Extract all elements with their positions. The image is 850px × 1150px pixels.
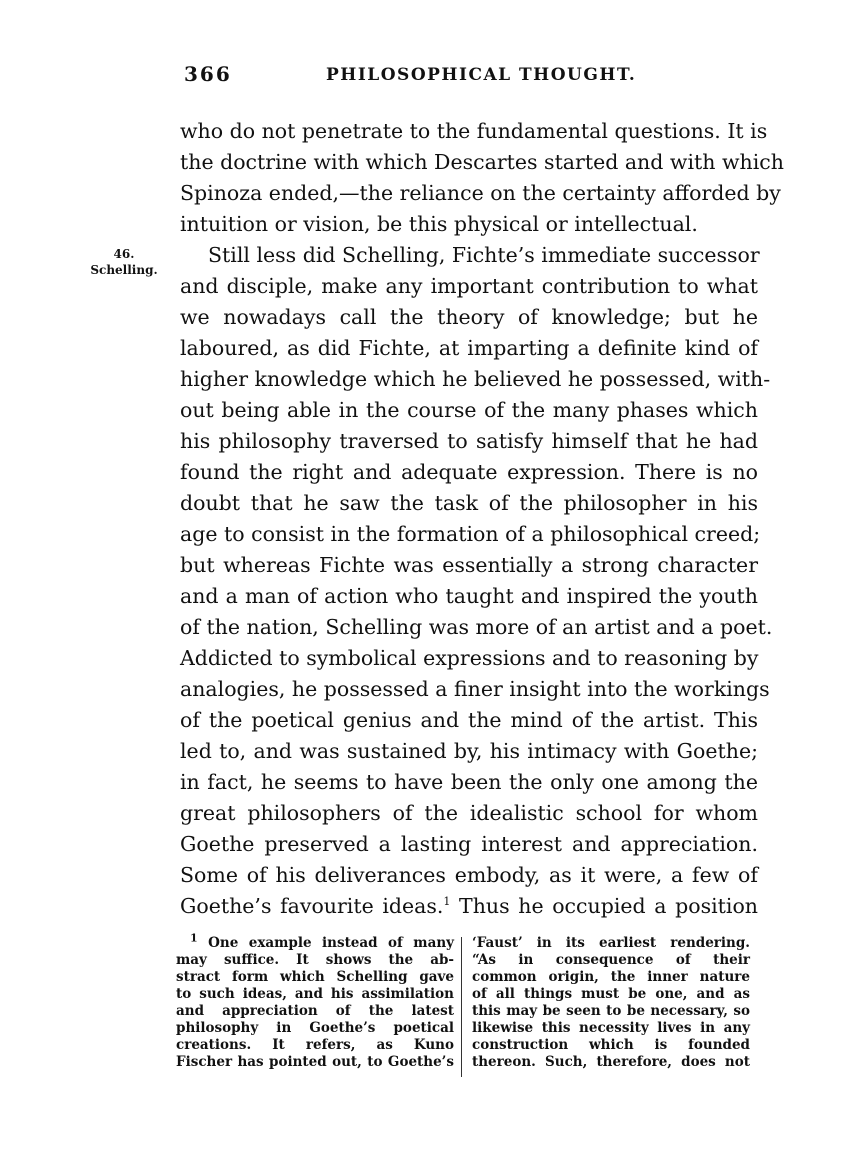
footnote-line: philosophy in Goethe’s poetical xyxy=(176,1020,454,1036)
footnotes xyxy=(176,931,758,1085)
footnote-line-start: One example instead of many xyxy=(208,935,454,951)
body-line: great philosophers of the idealistic school for whom xyxy=(180,801,758,825)
footnote-line: thereon. Such, therefore, does not xyxy=(472,1054,750,1070)
body-line: the doctrine with which Descartes started and with which xyxy=(180,150,784,174)
footnote-line xyxy=(176,931,454,952)
footnote-line: ‘Faust’ in its earliest rendering. xyxy=(472,935,750,951)
body-line: analogies, he possessed a finer insight into the workings xyxy=(180,677,770,701)
footnote-column-right xyxy=(472,935,750,1071)
footnote-line: likewise this necessity lives in any xyxy=(472,1020,750,1036)
body-line: led to, and was sustained by, his intimacy with Goethe; xyxy=(180,739,758,763)
footnote-column-left xyxy=(176,931,454,1071)
footnote-line: may suffice. It shows the ab- xyxy=(176,952,454,968)
body-line: doubt that he saw the task of the philosopher in his xyxy=(180,491,758,515)
body-line: we nowadays call the theory of knowledge; but he xyxy=(180,305,758,329)
body-line: Some of his deliverances embody, as it were, a few of xyxy=(180,863,758,887)
footnote-line: and appreciation of the latest xyxy=(176,1003,454,1019)
footnote-line: stract form which Schelling gave xyxy=(176,969,454,985)
body-line: his philosophy traversed to satisfy himself that he had xyxy=(180,429,758,453)
margin-note xyxy=(78,246,170,278)
footnote-divider xyxy=(461,937,462,1077)
body-line: found the right and adequate expression. There is no xyxy=(180,460,758,484)
page-header xyxy=(176,62,756,90)
footnote-line: creations. It refers, as Kuno xyxy=(176,1037,454,1053)
body-line-final-end: Thus he occupied a position xyxy=(459,894,758,918)
body-line: and a man of action who taught and inspired the youth xyxy=(180,584,758,608)
footnote-line: of all things must be one, and as xyxy=(472,986,750,1002)
body-text xyxy=(180,116,784,922)
body-line: age to consist in the formation of a philosophical creed; xyxy=(180,522,761,546)
body-line: but whereas Fichte was essentially a strong character xyxy=(180,553,758,577)
body-line: Goethe preserved a lasting interest and appreciation. xyxy=(180,832,758,856)
body-line: laboured, as did Fichte, at imparting a definite kind of xyxy=(180,336,758,360)
body-line: higher knowledge which he believed he possessed, with- xyxy=(180,367,771,391)
footnote-line: “As in consequence of their xyxy=(472,952,750,968)
body-line: out being able in the course of the many phases which xyxy=(180,398,758,422)
footnote-marker: 1 xyxy=(190,931,198,945)
footnote-line: common origin, the inner nature xyxy=(472,969,750,985)
body-line: and disciple, make any important contribution to what xyxy=(180,274,758,298)
body-line-final xyxy=(180,891,758,922)
footnote-line: to such ideas, and his assimilation xyxy=(176,986,454,1002)
body-line: Still less did Schelling, Fichte’s immediate successor xyxy=(208,243,760,267)
footnote-reference[interactable]: 1 xyxy=(443,895,451,909)
running-head: PHILOSOPHICAL THOUGHT. xyxy=(326,65,637,85)
body-line: Spinoza ended,—the reliance on the certainty afforded by xyxy=(180,181,781,205)
body-line: in fact, he seems to have been the only one among the xyxy=(180,770,758,794)
body-line: who do not penetrate to the fundamental questions. It is xyxy=(180,119,768,143)
margin-note-number: 46. xyxy=(113,247,135,261)
body-line: of the poetical genius and the mind of the artist. This xyxy=(180,708,758,732)
margin-note-label: Schelling. xyxy=(90,263,158,277)
body-line-final-start: Goethe’s favourite ideas. xyxy=(180,894,444,918)
body-line: intuition or vision, be this physical or intellectual. xyxy=(180,212,698,236)
body-line: Addicted to symbolical expressions and to reasoning by xyxy=(180,646,759,670)
footnote-line: construction which is founded xyxy=(472,1037,750,1053)
page-number: 366 xyxy=(184,62,232,86)
footnote-line: Fischer has pointed out, to Goethe’s xyxy=(176,1054,454,1070)
footnote-line: this may be seen to be necessary, so xyxy=(472,1003,750,1019)
body-line: of the nation, Schelling was more of an artist and a poet. xyxy=(180,615,773,639)
